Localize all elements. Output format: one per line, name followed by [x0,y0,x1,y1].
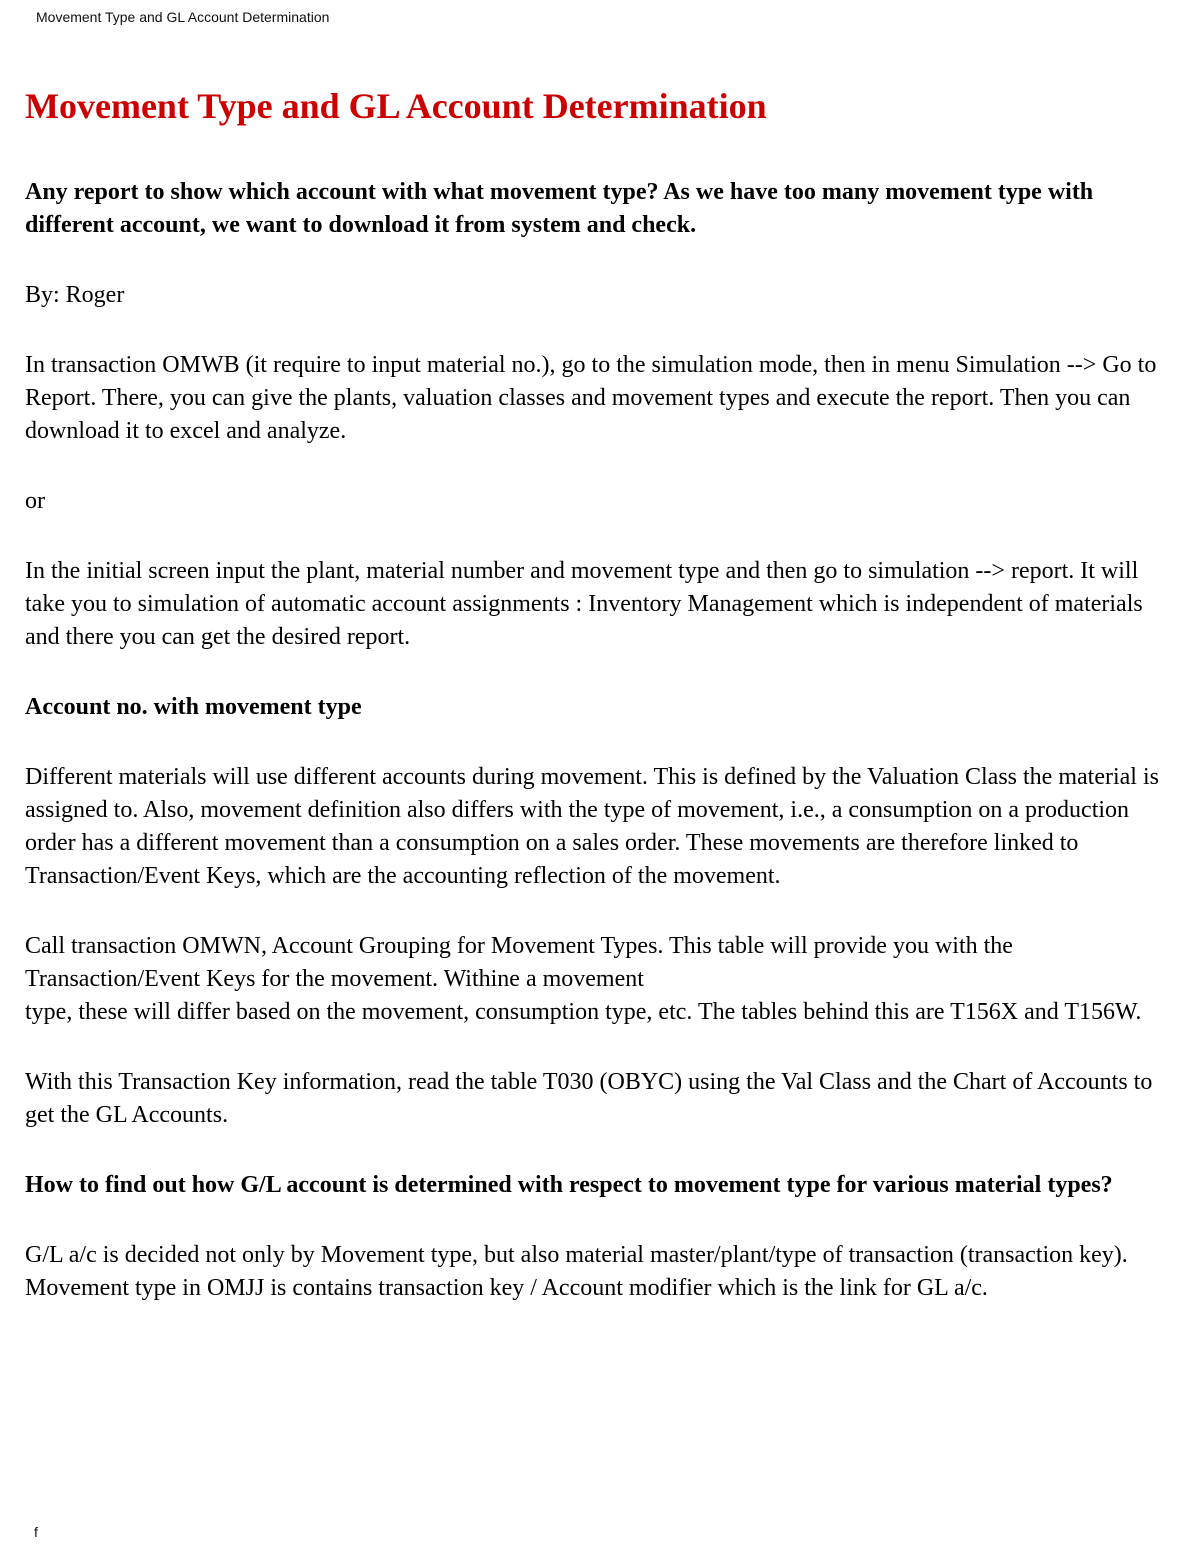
paragraph-omwn [25,930,1175,1029]
or-separator: or [25,488,45,515]
paragraph-omwn-line-1: Call transaction OMWN, Account Grouping for Movement Types. This table will provide you with the Transaction/Event Keys for the movement. Withine a movement [25,933,1013,993]
paragraph-initial-screen: In the initial screen input the plant, material number and movement type and then go to simulation --> report. It will take you to simulation of automatic account assignments : Inventory Management which is independent of materials and there you can get the desired report. [25,558,1143,651]
section-heading-account-no: Account no. with movement type [25,694,362,721]
page-title: Movement Type and GL Account Determination [25,86,767,126]
page-footer: f [34,1524,38,1540]
paragraph-t030: With this Transaction Key information, read the table T030 (OBYC) using the Val Class and the Chart of Accounts to get the GL Accounts. [25,1069,1153,1129]
paragraph-omwb: In transaction OMWB (it require to input material no.), go to the simulation mode, then in menu Simulation --> Go to Report. There, you can give the plants, valuation classes and movement types and execute the report. Then you can download it to excel and analyze. [25,352,1157,445]
paragraph-gl-account: G/L a/c is decided not only by Movement type, but also material master/plant/type of transaction (transaction key). Movement type in OMJJ is contains transaction key / Account modifier which is the link for GL a/c. [25,1242,1128,1302]
running-header: Movement Type and GL Account Determination [36,9,330,25]
paragraph-omwn-line-2: type, these will differ based on the movement, consumption type, etc. The tables behind this are T156X and T156W. [25,999,1142,1026]
question-heading-2: How to find out how G/L account is determined with respect to movement type for various material types? [25,1172,1113,1199]
document-body [25,85,1175,1342]
byline: By: Roger [25,282,125,309]
paragraph-valuation-class: Different materials will use different accounts during movement. This is defined by the Valuation Class the material is assigned to. Also, movement definition also differs with the type of movement, i.e., a consumption on a production order has a different movement than a consumption on a sales order. These movements are therefore linked to Transaction/Event Keys, which are the accounting reflection of the movement. [25,764,1159,890]
question-heading-1: Any report to show which account with what movement type? As we have too many movement type with different account, we want to download it from system and check. [25,179,1094,239]
